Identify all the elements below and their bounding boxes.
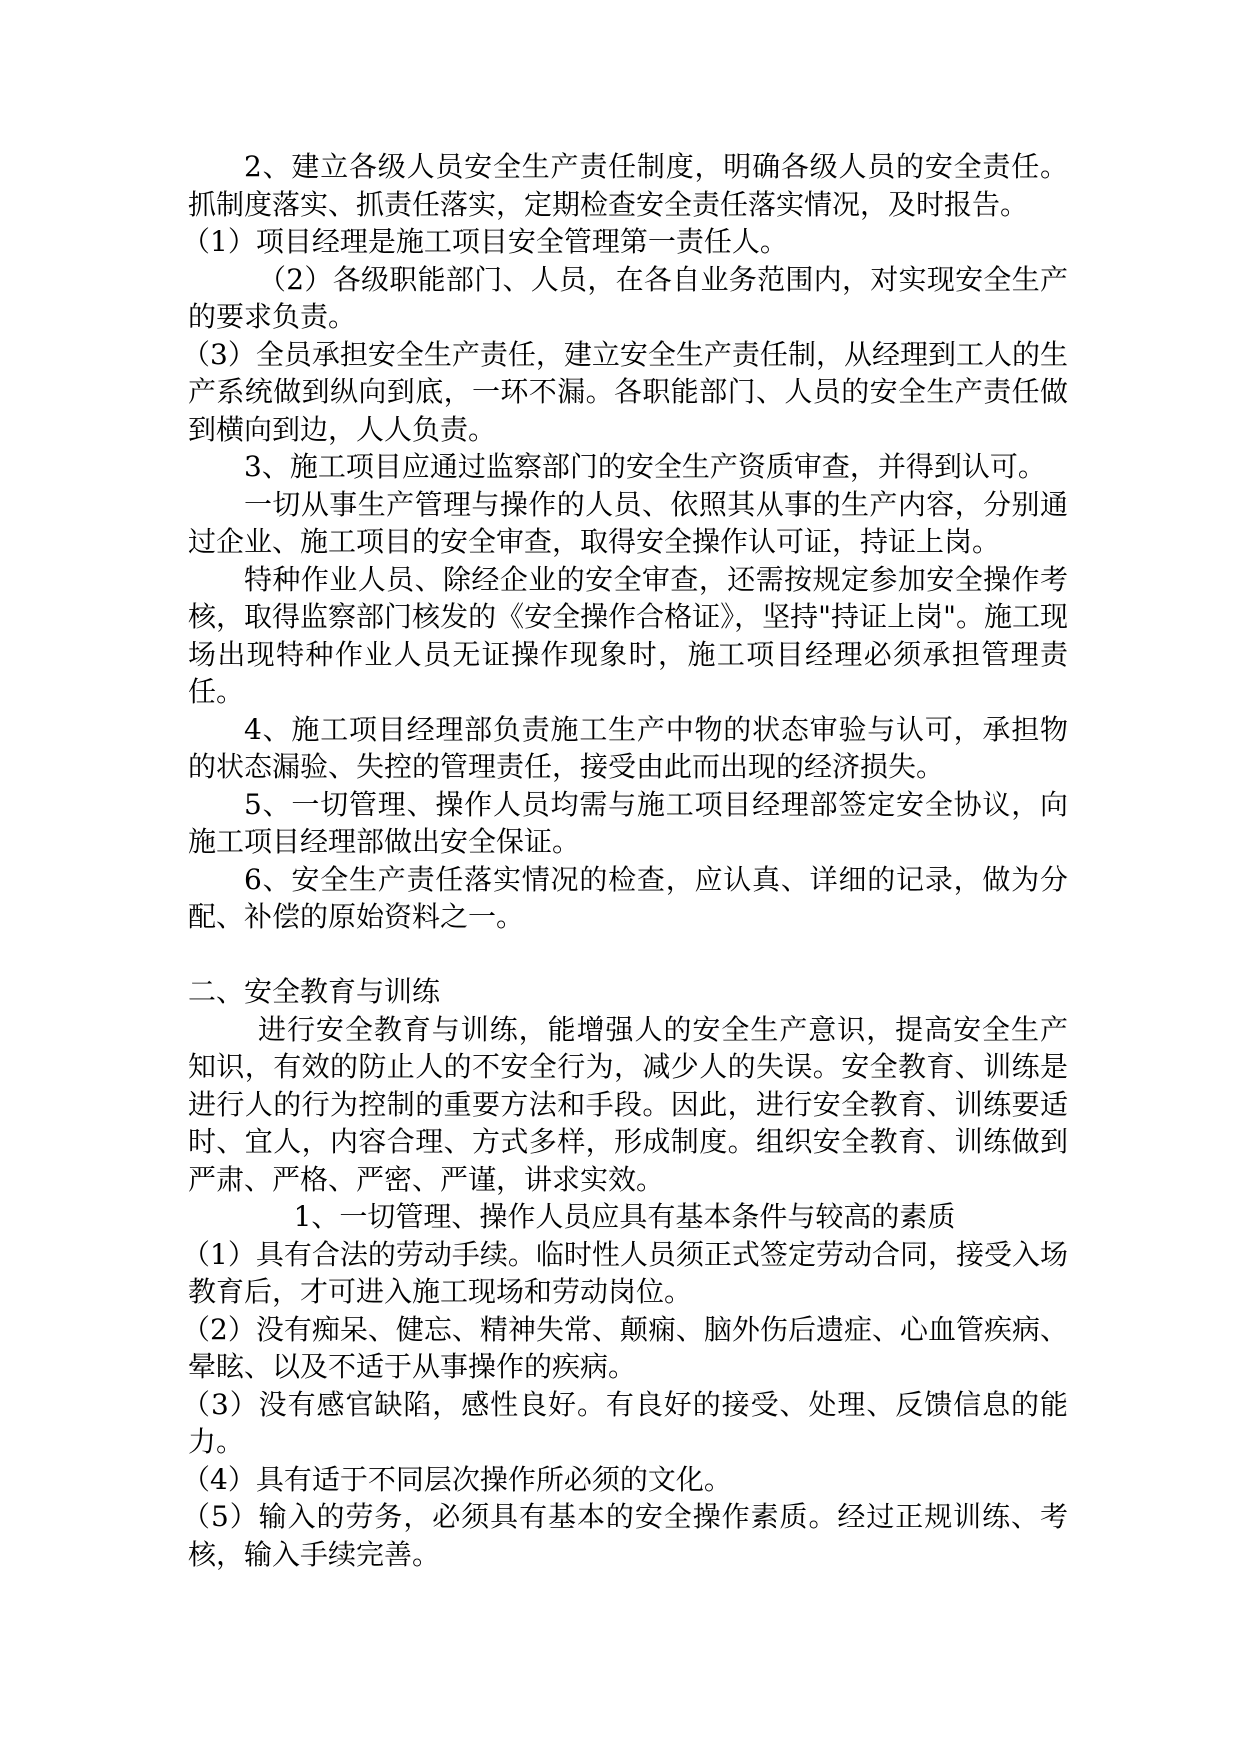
list-item: （3）没有感官缺陷，感性良好。有良好的接受、处理、反馈信息的能力。 <box>182 1387 1068 1458</box>
paragraph: 2、建立各级人员安全生产责任制度，明确各级人员的安全责任。抓制度落实、抓责任落实，定期检查安全责任落实情况，及时报告。 <box>188 150 1068 221</box>
paragraph: 一切从事生产管理与操作的人员、依照其从事的生产内容，分别通过企业、施工项目的安全审查，取得安全操作认可证，持证上岗。 <box>188 487 1068 558</box>
paragraph: （2）各级职能部门、人员，在各自业务范围内，对实现安全生产的要求负责。 <box>188 262 1068 333</box>
paragraph: 特种作业人员、除经企业的安全审查，还需按规定参加安全操作考核，取得监察部门核发的《安全操作合格证》，坚持"持证上岗"。施工现场出现特种作业人员无证操作现象时，施工项目经理必须承担管理责任。 <box>188 562 1068 708</box>
blank-line <box>188 936 1068 974</box>
list-item: （1）具有合法的劳动手续。临时性人员须正式签定劳动合同，接受入场教育后，才可进入施工现场和劳动岗位。 <box>182 1237 1068 1308</box>
list-item: （2）没有痴呆、健忘、精神失常、颠痫、脑外伤后遗症、心血管疾病、晕眩、以及不适于从事操作的疾病。 <box>182 1312 1068 1383</box>
paragraph: 4、施工项目经理部负责施工生产中物的状态审验与认可，承担物的状态漏验、失控的管理责任，接受由此而出现的经济损失。 <box>188 712 1068 783</box>
paragraph: （1）项目经理是施工项目安全管理第一责任人。 <box>182 225 788 258</box>
list-item: （4）具有适于不同层次操作所必须的文化。 <box>182 1462 732 1496</box>
paragraph: （3）全员承担安全生产责任，建立安全生产责任制，从经理到工人的生产系统做到纵向到底，一环不漏。各职能部门、人员的安全生产责任做到横向到边，人人负责。 <box>182 337 1068 446</box>
section-heading: 二、安全教育与训练 <box>188 975 441 1008</box>
paragraph: 进行安全教育与训练，能增强人的安全生产意识，提高安全生产知识，有效的防止人的不安全行为，减少人的失误。安全教育、训练是进行人的行为控制的重要方法和手段。因此，进行安全教育、训练要适时、宜人，内容合理、方式多样，形成制度。组织安全教育、训练做到严肃、严格、严密、严谨，讲求实效。 <box>188 1012 1068 1196</box>
list-item: （5）输入的劳务，必须具有基本的安全操作素质。经过正规训练、考核，输入手续完善。 <box>182 1500 1068 1571</box>
paragraph: 5、一切管理、操作人员均需与施工项目经理部签定安全协议，向施工项目经理部做出安全保证。 <box>188 787 1068 858</box>
paragraph: 3、施工项目应通过监察部门的安全生产资质审查，并得到认可。 <box>244 450 1046 483</box>
paragraph: 6、安全生产责任落实情况的检查，应认真、详细的记录，做为分配、补偿的原始资料之一。 <box>188 862 1068 933</box>
subheading: 1、一切管理、操作人员应具有基本条件与较高的素质 <box>258 1200 956 1233</box>
document-body <box>182 148 1068 1573</box>
